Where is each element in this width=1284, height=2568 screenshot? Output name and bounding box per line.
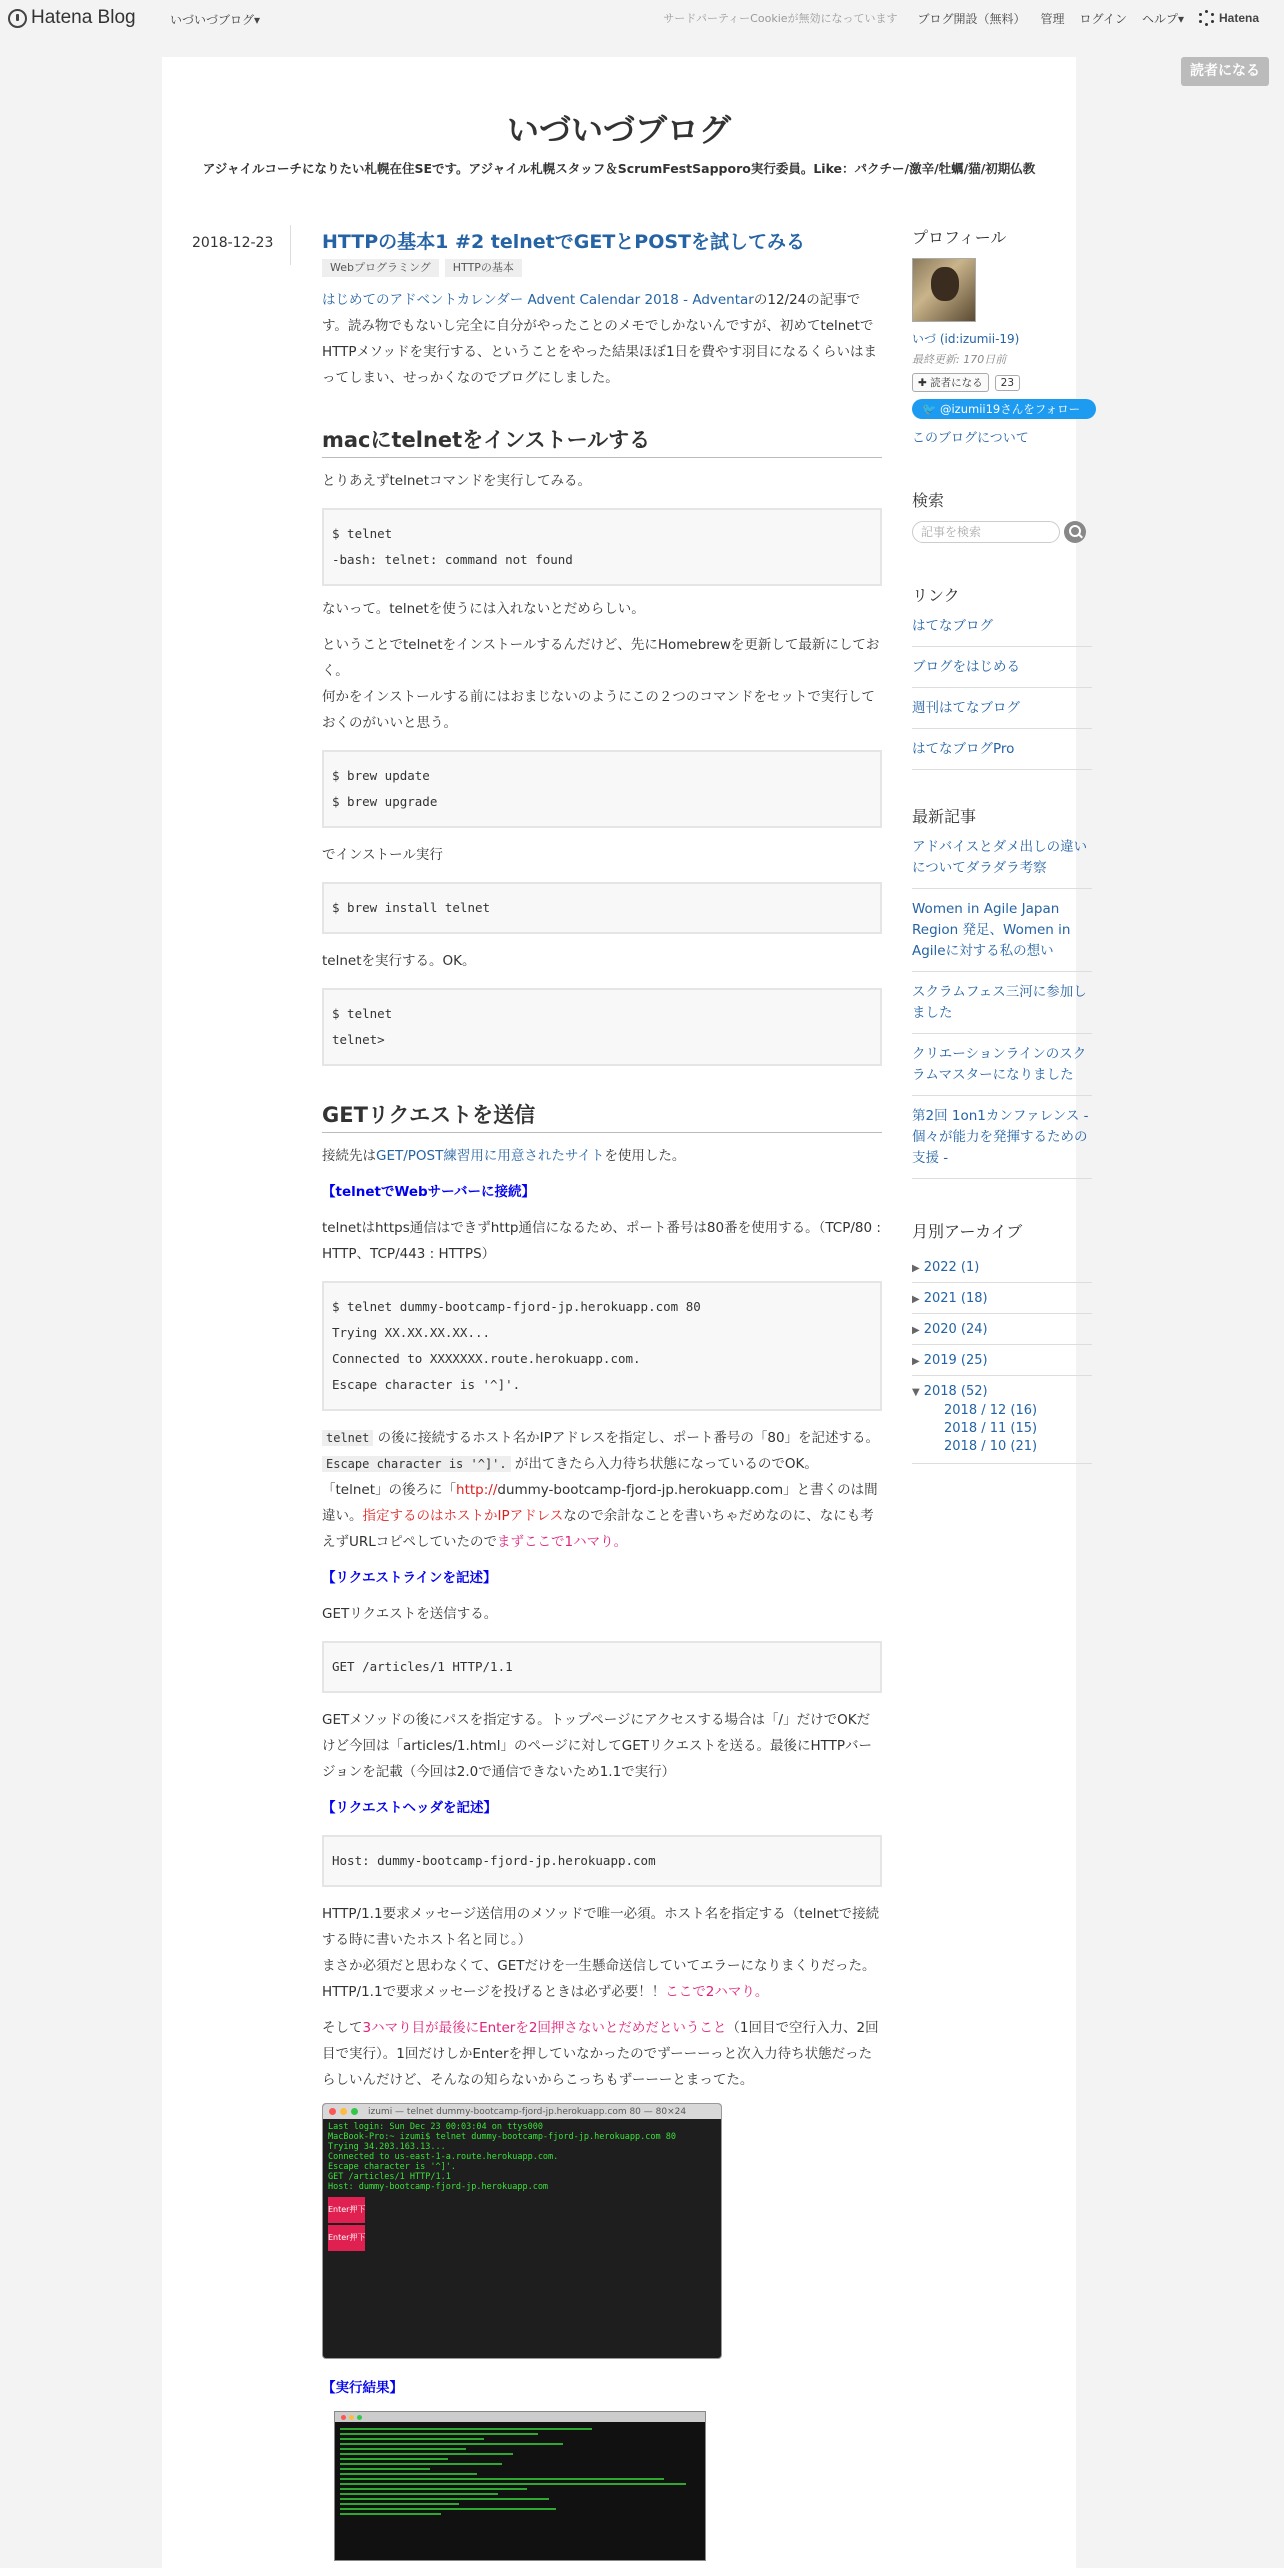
code-block: $ telnet dummy-bootcamp-fjord-jp.herokuapp.com 80 Trying XX.XX.XX.XX... Connected to XXXXXXX.route.herokuapp.com. Escape character is '^]'. <box>322 1281 882 1411</box>
paragraph: ないって。telnetを使うには入れないとだめらしい。 <box>322 601 645 617</box>
subheading-request-line: 【リクエストラインを記述】 <box>322 1570 497 1586</box>
article-title[interactable]: HTTPの基本1 #2 telnetでGETとPOSTを試してみる <box>322 231 806 253</box>
triangle-right-icon: ▶ <box>912 1294 920 1305</box>
logo-text: Hatena Blog <box>31 7 136 28</box>
hatena-dots-icon <box>1199 10 1215 26</box>
http-text: http:// <box>456 1482 498 1498</box>
archive-year[interactable]: ▶ 2022 (1) <box>912 1252 1092 1283</box>
archive-year[interactable]: ▶ 2019 (25) <box>912 1345 1092 1376</box>
archive-month[interactable]: 2018 / 11 (15) <box>944 1421 1038 1436</box>
paragraph: HTTP/1.1要求メッセージ送信用のメソッドで唯一必須。ホスト名を指定する（telnetで接続する時に書いたホスト名と同じ。） まさか必須だと思わなくて、GETだけを一生懸命送信していてエラーになりまくりだった。HTTP/1.1で要求メッセージを投げるときは必ず必要！！ここで2ハマり。 <box>322 1906 880 2000</box>
date-divider <box>290 225 291 265</box>
emphasis-red: 指定するのはホストかIPアドレス <box>362 1508 564 1524</box>
about-blog-link[interactable]: このブログについて <box>912 431 1029 446</box>
subscriber-count[interactable]: 23 <box>995 375 1020 391</box>
code-block: GET /articles/1 HTTP/1.1 <box>322 1641 882 1693</box>
paragraph: そして3ハマり目が最後にEnterを2回押さないとだめだということ（1回目で空行入力、2回目で実行）。1回だけしかEnterを押していなかったのでずーーーっと次入力待ち状態だったらしいんだけど、そんなの知らないからこっちもずーーーとまってた。 <box>322 2020 879 2088</box>
code-block: Host: dummy-bootcamp-fjord-jp.herokuapp.com <box>322 1835 882 1887</box>
paragraph: telnet の後に接続するホスト名かIPアドレスを指定し、ポート番号の「80」を記述する。 Escape character is '^]'. が出てきたら入力待ち状態になっているのでOK。 「telnet」の後ろに「http://dummy-bootcamp-fjord-jp.herokuapp.com」と書くのは間違い。指定するのはホストかIPアドレスなので余計なことを書いちゃだめなのに、なにも考えずURLコピペしていたのでまずここで1ハマり。 <box>322 1430 880 1550</box>
code-block: $ telnet -bash: telnet: command not found <box>322 508 882 586</box>
blog-description: アジャイルコーチになりたい札幌在住SEです。アジャイル札幌スタッフ＆ScrumFestSapporo実行委員。Like：パクチー/激辛/牡蠣/猫/初期仏教 <box>202 161 1036 176</box>
archive-year[interactable]: ▶ 2020 (24) <box>912 1314 1092 1345</box>
result-terminal-lines <box>335 2422 705 2518</box>
emphasis-pink: まずここで1ハマり。 <box>497 1534 628 1550</box>
archive-list <box>912 1252 1092 1464</box>
paragraph: ということでtelnetをインストールするんだけど、先にHomebrewを更新して最新にしておく。 何かをインストールする前にはおまじないのようにこの２つのコマンドをセットで実行しておくのがいいと思う。 <box>322 637 880 731</box>
hatena-logo-icon <box>8 9 27 28</box>
paragraph: とりあえずtelnetコマンドを実行してみる。 <box>322 473 592 489</box>
header-link-login[interactable]: ログイン <box>1079 11 1127 26</box>
inline-code: telnet <box>322 1430 373 1446</box>
blog-menu[interactable]: いづいづブログ▾ <box>170 13 261 27</box>
article-date[interactable]: 2018-12-23 <box>192 235 274 251</box>
triangle-down-icon: ▼ <box>912 1387 920 1398</box>
code-block: $ telnet telnet> <box>322 988 882 1066</box>
header-link-start-blog[interactable]: ブログ開設（無料） <box>917 11 1026 26</box>
paragraph: GETメソッドの後にパスを指定する。トップページにアクセスする場合は「/」だけでOKだけど今回は「articles/1.html」のページに対してGETリクエストを送る。最後にHTTPバージョンを記載（今回は2.0で通信できないため1.1で実行） <box>322 1712 873 1780</box>
sidebar-link[interactable]: ブログをはじめる <box>912 647 1092 688</box>
hatena-menu[interactable] <box>1199 10 1274 26</box>
header-link-help[interactable]: ヘルプ▾ <box>1141 11 1184 26</box>
practice-site-link[interactable]: GET/POST練習用に用意されたサイト <box>376 1148 605 1164</box>
inline-code: Escape character is '^]'. <box>322 1456 511 1472</box>
triangle-right-icon: ▶ <box>912 1356 920 1367</box>
result-titlebar <box>335 2412 705 2422</box>
recent-title: 最新記事 <box>912 807 977 826</box>
article-body <box>322 229 882 2561</box>
recent-list <box>912 837 1092 1179</box>
triangle-right-icon: ▶ <box>912 1263 920 1274</box>
recent-article[interactable]: アドバイスとダメ出しの違いについてダラダラ考察 <box>912 837 1092 889</box>
avatar[interactable] <box>912 258 976 322</box>
intro-text: の12/24の記事です。読み物でもないし完全に自分がやったことのメモでしかないんですが、初めてtelnetでHTTPメソッドを実行する、ということをやった結果ほぼ1日を費やす羽目になるくらいはまってしまい、せっかくなのでブログにしました。 <box>322 292 878 386</box>
paragraph: telnetはhttps通信はできずhttp通信になるため、ポート番号は80番を使用する。（TCP/80 : HTTP、TCP/443 : HTTPS） <box>322 1220 881 1262</box>
advent-calendar-link[interactable]: はじめてのアドベントカレンダー Advent Calendar 2018 - Adventar <box>322 292 754 308</box>
header-link-admin[interactable]: 管理 <box>1040 11 1065 26</box>
search-input[interactable]: 記事を検索 <box>912 521 1060 543</box>
sidebar-link[interactable]: はてなブログPro <box>912 729 1092 770</box>
paragraph: でインストール実行 <box>322 847 443 863</box>
hatena-blog-logo[interactable] <box>8 6 136 30</box>
enter-mark: Enter押下 <box>328 2225 365 2251</box>
code-block: $ brew install telnet <box>322 882 882 934</box>
intro-paragraph <box>322 287 882 391</box>
recent-article[interactable]: Women in Agile Japan Region 発足、Women in Agileに対する私の想い <box>912 889 1092 972</box>
profile-title: プロフィール <box>912 228 1007 247</box>
paragraph: 接続先はGET/POST練習用に用意されたサイトを使用した。 <box>322 1148 686 1164</box>
terminal-titlebar: izumi — telnet dummy-bootcamp-fjord-jp.herokuapp.com 80 — 80×24 <box>323 2104 721 2119</box>
archive-month[interactable]: 2018 / 10 (21) <box>944 1439 1038 1454</box>
user-id-link[interactable]: いづ (id:izumii-19) <box>912 332 1020 346</box>
sidebar-link[interactable]: 週刊はてなブログ <box>912 688 1092 729</box>
subheading-connect: 【telnetでWebサーバーに接続】 <box>322 1184 536 1200</box>
archive-year-open[interactable]: ▼ 2018 (52) 2018 / 12 (16) 2018 / 11 (15) 2018 / 10 (21) <box>912 1376 1092 1464</box>
cookie-notice: サードパーティーCookieが無効になっています <box>663 12 898 25</box>
result-screenshot[interactable] <box>334 2411 706 2561</box>
article-categories <box>322 259 882 277</box>
sidebar-link[interactable]: はてなブログ <box>912 616 1092 647</box>
hatena-text: Hatena <box>1218 11 1259 25</box>
subheading-request-header: 【リクエストヘッダを記述】 <box>322 1800 497 1816</box>
terminal-text: Last login: Sun Dec 23 00:03:04 on ttys000 MacBook-Pro:~ izumi$ telnet dummy-bootcamp-fjord-jp.herokuapp.com 80 Trying 34.203.163.13... Connected to us-east-1-a.route.herokuapp.com. Escape character is '^]'. GET /articles/1 HTTP/1.1 Host: dummy-bootcamp-fjord-jp.herokuapp.com <box>328 2122 676 2192</box>
terminal-screenshot[interactable] <box>322 2103 722 2359</box>
heading-get: GETリクエストを送信 <box>322 1100 882 1133</box>
category-tag[interactable]: HTTPの基本 <box>445 259 522 277</box>
links-title: リンク <box>912 586 960 605</box>
code-block: $ brew update $ brew upgrade <box>322 750 882 828</box>
enter-mark: Enter押下 <box>328 2197 365 2223</box>
blog-container <box>162 57 1089 2568</box>
triangle-right-icon: ▶ <box>912 1325 920 1336</box>
header-right <box>663 10 1284 26</box>
sidebar <box>912 225 1092 1464</box>
subheading-result: 【実行結果】 <box>322 2380 403 2396</box>
recent-article[interactable]: 第2回 1on1カンファレンス - 個々が能力を発揮するための支援 - <box>912 1096 1092 1179</box>
search-icon[interactable] <box>1064 521 1086 543</box>
subscribe-float-button[interactable]: 読者になる <box>1181 57 1269 86</box>
emphasis-pink: ここで2ハマり。 <box>665 1984 769 2000</box>
last-updated: 最終更新: 170日前 <box>912 353 1007 366</box>
archive-month[interactable]: 2018 / 12 (16) <box>944 1403 1038 1418</box>
heading-install: macにtelnetをインストールする <box>322 425 882 458</box>
blog-title[interactable]: いづいづブログ <box>506 111 731 149</box>
search-title: 検索 <box>912 491 945 510</box>
emphasis-pink: 3ハマり目が最後にEnterを2回押さないとだめだということ <box>362 2020 727 2036</box>
search-form <box>912 521 1092 543</box>
twitter-follow-button[interactable]: 🐦 @izumii19さんをフォロー <box>912 399 1096 419</box>
paragraph: GETリクエストを送信する。 <box>322 1606 498 1622</box>
subscribe-button[interactable]: ✚ 読者になる <box>912 373 989 392</box>
links-list <box>912 616 1092 770</box>
category-tag[interactable]: Webプログラミング <box>322 259 439 277</box>
archive-title: 月別アーカイブ <box>912 1222 1023 1241</box>
paragraph: telnetを実行する。OK。 <box>322 953 476 969</box>
subscribe-row <box>912 373 1092 392</box>
global-header <box>0 0 1284 36</box>
archive-months <box>944 1402 1092 1456</box>
archive-year[interactable]: ▶ 2021 (18) <box>912 1283 1092 1314</box>
recent-article[interactable]: スクラムフェス三河に参加しました <box>912 972 1092 1034</box>
recent-article[interactable]: クリエーションラインのスクラムマスターになりました <box>912 1034 1092 1096</box>
